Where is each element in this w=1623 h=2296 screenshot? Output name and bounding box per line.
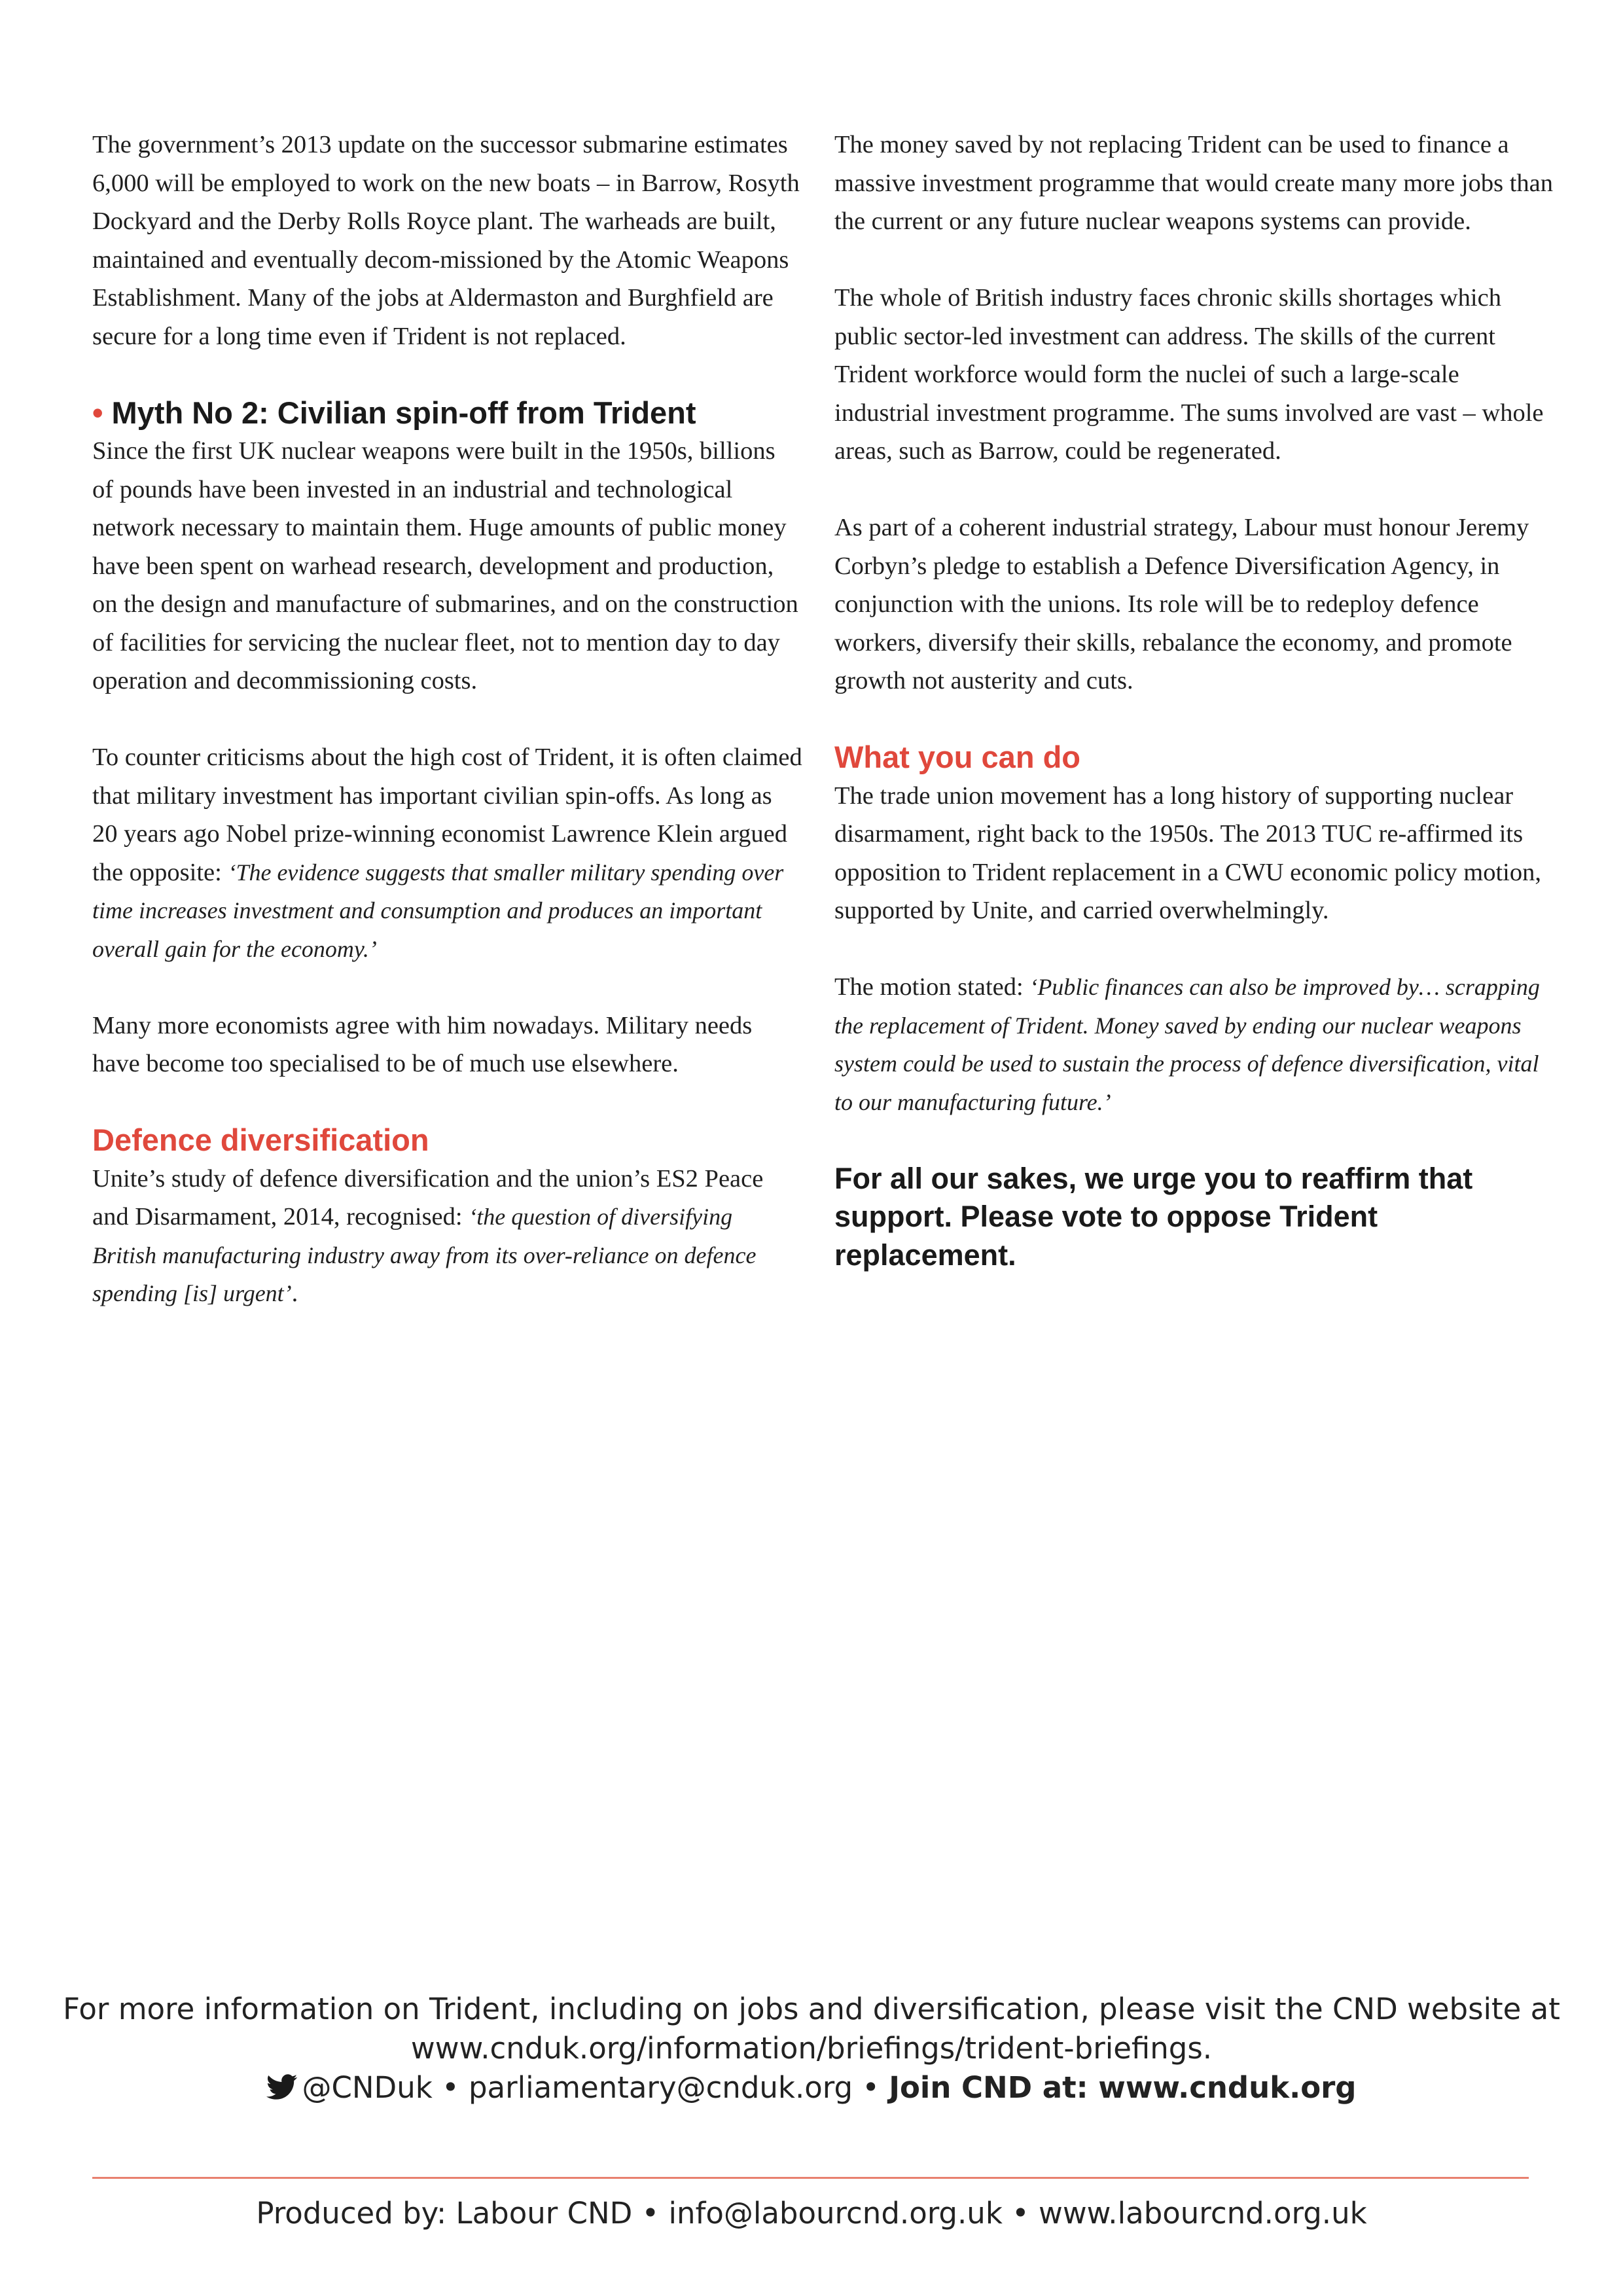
motion-quote: ‘Public finances can also be improved by… scrapping the replacement of Trident. Money saved by ending our nuclear weapons system could be used to sustain the process of defence diversification, vital to our manufacturing future.’ <box>834 974 1540 1115</box>
paragraph-trade-union: The trade union movement has a long history of supporting nuclear disarmament, right back to the 1950s. The 2013 TUC re-affirmed its opposition to Trident replacement in a CWU economic policy motion, supported by Unite, and carried overwhelmingly. <box>834 781 1541 924</box>
paragraph-motion <box>834 968 1554 1121</box>
motion-text: The motion stated: <box>834 973 1030 1001</box>
unite-text: Unite’s study of defence diversification and the union’s ES2 Peace and Disarmament, 2014, recognised: <box>92 1164 764 1230</box>
unite-quote: ‘the question of diversifying British manufacturing industry away from its over-reliance on defence spending [is] urgent’ <box>92 1204 757 1306</box>
klein-text: To counter criticisms about the high cost of Trident, it is often claimed that military investment has important civilian spin-offs. As long as 20 years ago Nobel prize-winning economist Lawrence Klein argued the opposite: <box>92 744 802 886</box>
closing-appeal: For all our sakes, we urge you to reaffirm that support. Please vote to oppose Trident replacement. <box>834 1161 1473 1272</box>
footer-info <box>0 1990 1623 2068</box>
defence-diversification-heading: Defence diversification <box>92 1122 429 1157</box>
email-link[interactable]: parliamentary@cnduk.org <box>468 2070 853 2105</box>
footer-info-line-1: For more information on Trident, including on jobs and diversification, please visit the CND website at <box>63 1992 1560 2026</box>
footer-divider <box>92 2177 1529 2179</box>
what-you-can-do-heading: What you can do <box>834 740 1080 774</box>
unite-end: . <box>291 1280 298 1307</box>
twitter-handle-link[interactable]: @CNDuk <box>302 2070 433 2105</box>
paragraph-industrial-strategy: As part of a coherent industrial strategy, Labour must honour Jeremy Corbyn’s pledge to establish a Defence Diversification Agency, in conjunction with the unions. Its role will be to redeploy defence workers, diversify their skills, rebalance the economy, and promote growth not austerity and cuts. <box>834 514 1529 694</box>
paragraph-klein <box>92 738 802 968</box>
paragraph-jobs-estimate: The government’s 2013 update on the successor submarine estimates 6,000 will be employed to work on the new boats – in Barrow, Rosyth Dockyard and the Derby Rolls Royce plant. The warheads are built, maintained and eventually decom-missioned by the Atomic Weapons Establishment. Many of the jobs at Aldermaston and Burghfield are secure for a long time even if Trident is not replaced. <box>92 131 800 350</box>
produced-by-line: Produced by: Labour CND • info@labourcnd.org.uk • www.labourcnd.org.uk <box>256 2196 1367 2231</box>
paragraph-economists: Many more economists agree with him nowadays. Military needs have become too specialised to be of much use elsewhere. <box>92 1011 753 1077</box>
join-cnd-link[interactable]: Join CND at: www.cnduk.org <box>889 2070 1357 2105</box>
right-column <box>834 126 1554 1313</box>
separator: • <box>432 2070 469 2105</box>
separator: • <box>853 2070 889 2105</box>
myth-2-heading-text: Myth No 2: Civilian spin-off from Trident <box>111 395 696 430</box>
heading-bullet: • <box>92 395 103 430</box>
paragraph-money-saved: The money saved by not replacing Trident can be used to finance a massive investment programme that would create many more jobs than the current or any future nuclear weapons systems can provide. <box>834 131 1554 235</box>
footer-contacts <box>0 2068 1623 2108</box>
klein-quote: ‘The evidence suggests that smaller military spending over time increases investment and consumption and produces an important overall gain for the economy.’ <box>92 859 784 962</box>
twitter-bird-icon[interactable] <box>266 2074 298 2100</box>
paragraph-skills: The whole of British industry faces chronic skills shortages which public sector-led investment can address. The skills of the current Trident workforce would form the nuclei of such a large-scale industrial investment programme. The sums involved are vast – whole areas, such as Barrow, could be regenerated. <box>834 284 1544 465</box>
myth-2-heading <box>92 394 802 433</box>
paragraph-investment: Since the first UK nuclear weapons were built in the 1950s, billions of pounds have been invested in an industrial and technological network necessary to maintain them. Huge amounts of public money have been spent on warhead research, development and production, on the design and manufacture of submarines, and on the construction of facilities for servicing the nuclear fleet, not to mention day to day operation and decommissioning costs. <box>92 437 798 694</box>
footer-website-link[interactable]: www.cnduk.org/information/briefings/trident-briefings. <box>410 2031 1213 2066</box>
paragraph-unite-study <box>92 1160 802 1313</box>
left-column <box>92 126 802 1313</box>
